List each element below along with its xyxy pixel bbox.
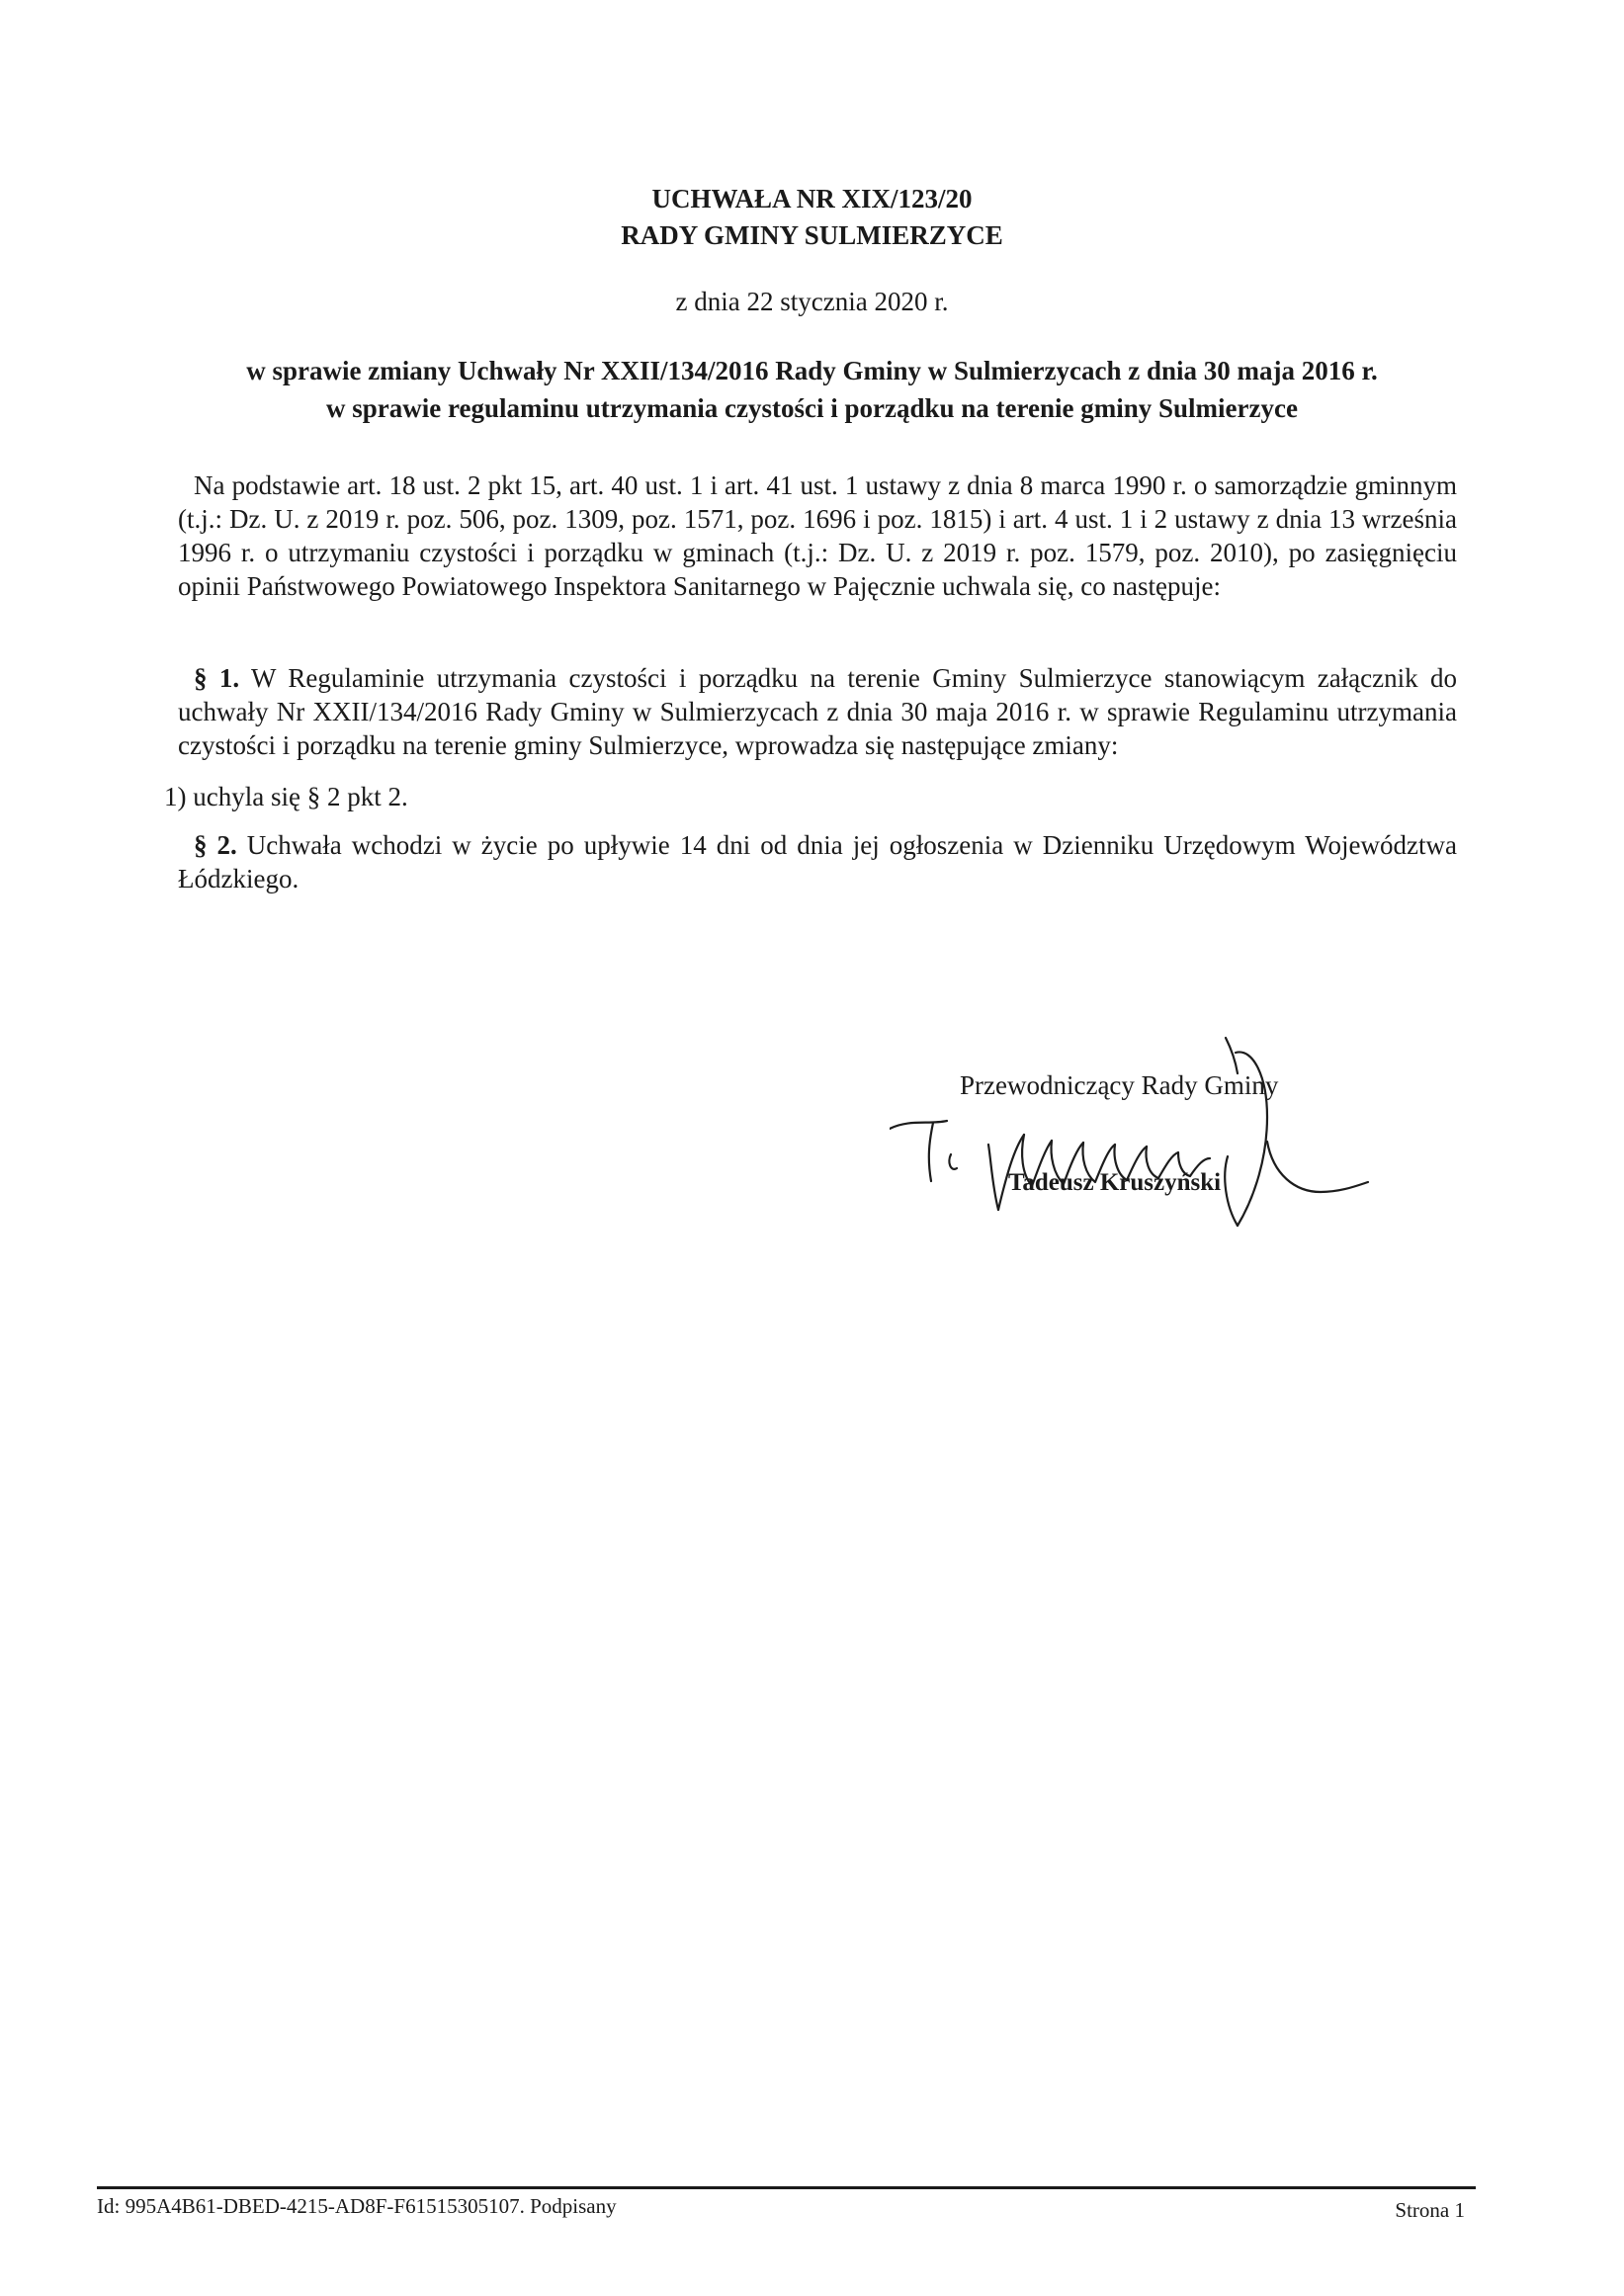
resolution-title [0, 181, 1624, 254]
signatory-role: Przewodniczący Rady Gminy [960, 1070, 1279, 1100]
signatory-name: Tadeusz Kruszyński [1008, 1169, 1222, 1196]
paragraph-1 [178, 661, 1457, 762]
paragraph-2-text: Uchwała wchodzi w życie po upływie 14 dni od dnia jej ogłoszenia w Dzienniku Urzędowym Województwa Łódzkiego. [178, 830, 1457, 893]
handwritten-signature [890, 998, 1483, 1245]
paragraph-1-mark: § 1. [194, 663, 240, 693]
paragraph-2 [178, 828, 1457, 895]
subject-line-1: w sprawie zmiany Uchwały Nr XXII/134/2016 Rady Gminy w Sulmierzycach z dnia 30 maja 2016 r. [246, 356, 1378, 385]
title-line-1: UCHWAŁA NR XIX/123/20 [651, 184, 973, 213]
paragraph-1-text: W Regulaminie utrzymania czystości i porządku na terenie Gminy Sulmierzyce stanowiącym załącznik do uchwały Nr XXII/134/2016 Rady Gminy w Sulmierzycach z dnia 30 maja 2016 r. w sprawie Regulaminu utrzymania czystości i porządku na terenie gminy Sulmierzyce, wprowadza się następujące zmiany: [178, 663, 1457, 760]
document-id: Id: 995A4B61-DBED-4215-AD8F-F61515305107. Podpisany [97, 2194, 617, 2218]
page-number: Strona 1 [1395, 2198, 1465, 2222]
resolution-date: z dnia 22 stycznia 2020 r. [675, 287, 949, 316]
subject-line-2: w sprawie regulaminu utrzymania czystości i porządku na terenie gminy Sulmierzyce [326, 393, 1298, 423]
paragraph-2-mark: § 2. [194, 830, 237, 860]
title-line-2: RADY GMINY SULMIERZYCE [621, 220, 1003, 250]
preamble-paragraph: Na podstawie art. 18 ust. 2 pkt 15, art. 40 ust. 1 i art. 41 ust. 1 ustawy z dnia 8 marca 1990 r. o samorządzie gminnym (t.j.: Dz. U. z 2019 r. poz. 506, poz. 1309, poz. 1571, poz. 1696 i poz. 1815) i art. 4 ust. 1 i 2 ustawy z dnia 13 września 1996 r. o utrzymaniu czystości i porządku w gminach (t.j.: Dz. U. z 2019 r. poz. 1579, poz. 2010), po zasięgnięciu opinii Państwowego Powiatowego Inspektora Sanitarnego w Pajęcznie uchwala się, co następuje: [178, 470, 1457, 601]
signature-block [890, 998, 1483, 1245]
resolution-subject [0, 352, 1624, 427]
footer-divider [97, 2186, 1476, 2189]
list-item: 1) uchyla się § 2 pkt 2. [164, 782, 408, 811]
